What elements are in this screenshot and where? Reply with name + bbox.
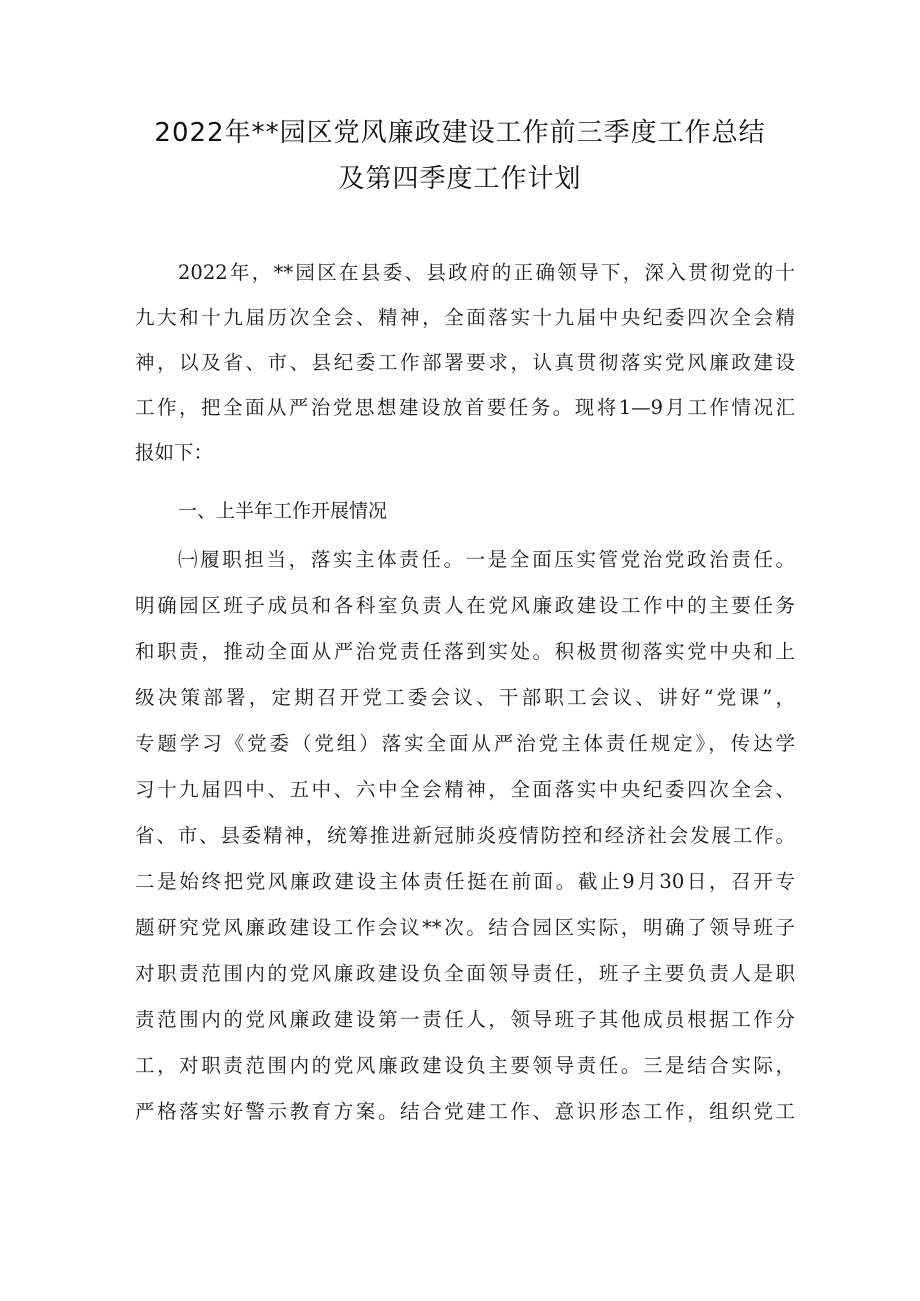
intro-line: 工作，把全面从严治党思想建设放首要任务。现将1—9月工作情况汇 [135,396,795,419]
body-line: ㈠履职担当，落实主体责任。一是全面压实管党治党政治责任。 [178,548,795,571]
body-line: 级决策部署，定期召开党工委会议、干部职工会议、讲好“党课”， [135,686,795,709]
intro-line: 九大和十九届历次全会、精神，全面落实十九届中央纪委四次全会精 [135,306,795,329]
body-line: 省、市、县委精神，统筹推进新冠肺炎疫情防控和经济社会发展工作。 [135,824,795,847]
intro-line: 2022年，**园区在县委、县政府的正确领导下，深入贯彻党的十 [178,261,795,284]
section-heading: 一、上半年工作开展情况 [178,500,388,522]
body-line: 和职责，推动全面从严治党责任落到实处。积极贯彻落实党中央和上 [135,640,795,663]
body-line: 工，对职责范围内的党风廉政建设负主要领导责任。三是结合实际， [135,1054,795,1077]
document-title-line-1: 2022年**园区党风廉政建设工作前三季度工作总结 [154,118,766,148]
body-line: 严格落实好警示教育方案。结合党建工作、意识形态工作，组织党工 [135,1100,795,1123]
document-title-line-2: 及第四季度工作计划 [338,164,582,194]
body-line: 专题学习《党委（党组）落实全面从严治党主体责任规定》，传达学 [135,732,795,755]
body-line: 习十九届四中、五中、六中全会精神，全面落实中央纪委四次全会、 [135,778,795,801]
body-line: 题研究党风廉政建设工作会议**次。结合园区实际，明确了领导班子 [135,916,795,939]
body-line: 责范围内的党风廉政建设第一责任人，领导班子其他成员根据工作分 [135,1008,795,1031]
body-line: 二是始终把党风廉政建设主体责任挺在前面。截止9月30日，召开专 [135,870,795,893]
intro-line: 报如下： [135,441,214,464]
body-line: 明确园区班子成员和各科室负责人在党风廉政建设工作中的主要任务 [135,594,795,617]
intro-line: 神，以及省、市、县纪委工作部署要求，认真贯彻落实党风廉政建设 [135,351,795,374]
body-line: 对职责范围内的党风廉政建设负全面领导责任，班子主要负责人是职 [135,962,795,985]
